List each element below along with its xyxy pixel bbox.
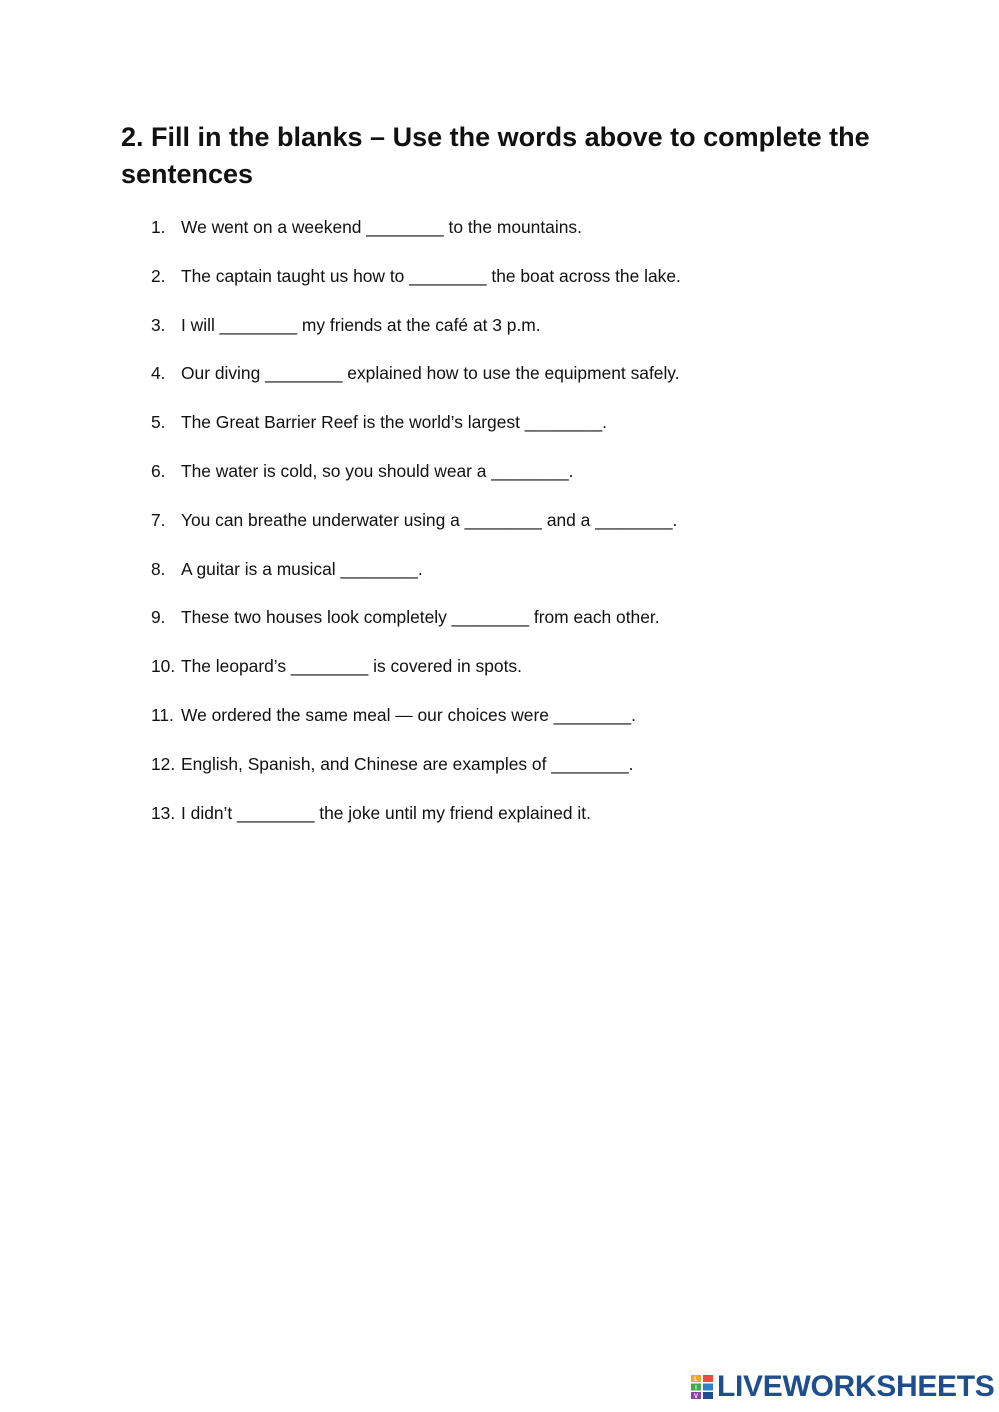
item-sentence: I didn’t ________ the joke until my friend explained it. xyxy=(181,802,591,823)
item-number: 3. xyxy=(151,314,166,335)
item-sentence: The water is cold, so you should wear a ________. xyxy=(181,460,574,481)
item-sentence: You can breathe underwater using a ________ and a ________. xyxy=(181,509,678,530)
list-item xyxy=(151,362,911,411)
item-number: 6. xyxy=(151,460,166,481)
item-sentence: A guitar is a musical ________. xyxy=(181,558,423,579)
section-heading: 2. Fill in the blanks – Use the words above to complete the sentences xyxy=(121,122,870,189)
item-sentence: The Great Barrier Reef is the world’s largest ________. xyxy=(181,412,607,433)
list-item xyxy=(151,558,911,607)
item-number: 9. xyxy=(151,607,166,628)
item-sentence: I will ________ my friends at the café at 3 p.m. xyxy=(181,314,541,335)
item-sentence: The captain taught us how to ________ the boat across the lake. xyxy=(181,265,681,286)
item-number: 8. xyxy=(151,558,166,579)
item-sentence: We ordered the same meal — our choices were ________. xyxy=(181,704,636,725)
svg-text:I: I xyxy=(695,1385,697,1392)
list-item xyxy=(151,704,911,753)
item-number: 1. xyxy=(151,217,166,237)
item-sentence: English, Spanish, and Chinese are examples of ________. xyxy=(181,753,634,774)
list-item xyxy=(151,265,911,314)
list-item xyxy=(151,460,911,509)
item-sentence: These two houses look completely ________ from each other. xyxy=(181,607,660,628)
item-sentence: Our diving ________ explained how to use the equipment safely. xyxy=(181,363,680,384)
item-number: 5. xyxy=(151,412,166,433)
logo-wordmark: LIVEWORKSHEETS xyxy=(717,1370,995,1403)
list-item xyxy=(151,753,911,802)
item-number: 12. xyxy=(151,753,176,774)
list-item xyxy=(151,314,911,363)
sentence-list xyxy=(151,216,911,850)
list-item xyxy=(151,655,911,704)
list-item xyxy=(151,216,911,265)
svg-text:L: L xyxy=(694,1377,698,1383)
item-sentence: We went on a weekend ________ to the mountains. xyxy=(181,217,582,237)
list-item xyxy=(151,509,911,558)
svg-text:V: V xyxy=(693,1394,699,1399)
item-number: 10. xyxy=(151,656,176,677)
item-number: 13. xyxy=(151,802,176,823)
list-item xyxy=(151,802,911,851)
liveworksheets-logo xyxy=(691,1372,995,1402)
list-item xyxy=(151,606,911,655)
list-item xyxy=(151,411,911,460)
item-number: 11. xyxy=(151,704,174,725)
liveworksheets-logo-icon xyxy=(691,1375,713,1399)
item-number: 2. xyxy=(151,265,166,286)
item-number: 7. xyxy=(151,509,166,530)
item-number: 4. xyxy=(151,363,166,384)
item-sentence: The leopard’s ________ is covered in spots. xyxy=(181,656,522,677)
